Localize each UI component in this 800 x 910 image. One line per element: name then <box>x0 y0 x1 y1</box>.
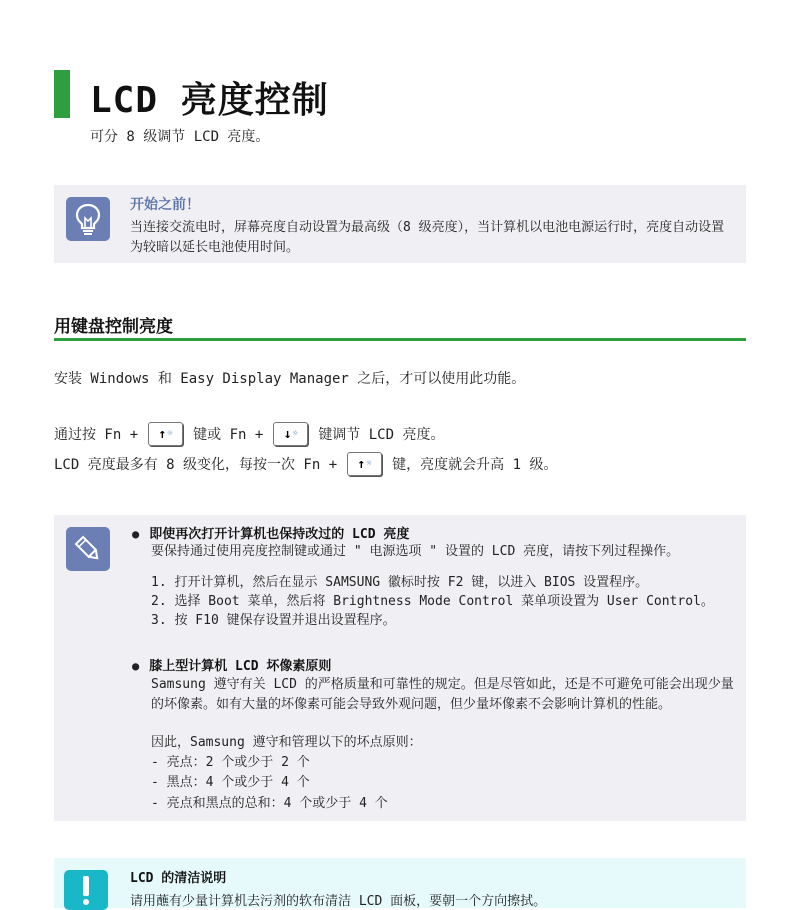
note-step: 3. 按 F10 键保存设置并退出设置程序。 <box>151 613 396 628</box>
sun-icon: ☼ <box>292 429 298 439</box>
instruction-text-1: 通过按 Fn + <box>54 427 139 443</box>
brightness-levels-line <box>54 451 557 477</box>
exclamation-icon <box>64 870 108 910</box>
before-you-start-text: 当连接交流电时，屏幕亮度自动设置为最高级（8 级亮度），当计算机以电池电源运行时，亮度自动设置为较暗以延长电池使用时间。 <box>130 220 725 255</box>
keyboard-instruction-line <box>54 420 444 448</box>
lightbulb-icon <box>66 197 110 241</box>
instruction-text-3: 键调节 LCD 亮度。 <box>318 427 445 443</box>
pencil-icon <box>66 527 110 571</box>
cleaning-text: 请用蘸有少量计算机去污剂的软布清洁 LCD 面板，要朝一个方向擦拭。 <box>130 894 547 909</box>
note-heading: 膝上型计算机 LCD 坏像素原则 <box>149 659 332 674</box>
note-item-2-heading <box>132 655 331 674</box>
before-you-start-box <box>54 185 746 263</box>
brightness-up-key-icon <box>347 452 382 476</box>
down-arrow-icon: ↓ <box>283 426 292 442</box>
cleaning-title: LCD 的清洁说明 <box>130 871 227 886</box>
up-arrow-icon: ↑ <box>158 426 167 442</box>
sun-icon: ☼ <box>366 459 372 469</box>
title-accent-bar <box>54 70 70 118</box>
note-item-1-heading <box>132 523 409 542</box>
note-item-2-text: Samsung 遵守有关 LCD 的严格质量和可靠性的规定。但是尽管如此，还是不可避免可能会出现少量的坏像素。如有大量的坏像素可能会导致外观问题，但少量坏像素不会影响计算机的性能。 <box>151 677 734 712</box>
page-subtitle: 可分 8 级调节 LCD 亮度。 <box>90 129 270 145</box>
instruction-text-2: 键或 Fn + <box>193 427 264 443</box>
note-step: 2. 选择 Boot 菜单，然后将 Brightness Mode Control 菜单项设置为 User Control。 <box>151 594 714 609</box>
section-intro: 安装 Windows 和 Easy Display Manager 之后，才可以使用此功能。 <box>54 371 526 387</box>
cleaning-instructions-box <box>54 858 746 908</box>
brightness-down-key-icon <box>273 422 308 446</box>
pixel-rule: - 亮点和黑点的总和：4 个或少于 4 个 <box>151 796 388 811</box>
page-title: LCD 亮度控制 <box>90 80 329 121</box>
note-step: 1. 打开计算机，然后在显示 SAMSUNG 徽标时按 F2 键，以进入 BIOS 设置程序。 <box>151 575 649 590</box>
pixel-rule: - 亮点：2 个或少于 2 个 <box>151 755 310 770</box>
section-divider <box>54 338 746 341</box>
levels-text-2: 键，亮度就会升高 1 级。 <box>392 457 558 473</box>
bullet: ● <box>132 527 140 541</box>
bullet: ● <box>132 659 140 673</box>
note-item-1-text: 要保持通过使用亮度控制键或通过 " 电源选项 " 设置的 LCD 亮度，请按下列过程操作。 <box>151 544 680 559</box>
sun-icon: ☼ <box>167 429 173 439</box>
note-heading: 即使再次打开计算机也保持改过的 LCD 亮度 <box>149 527 410 542</box>
note-item-2-text2: 因此，Samsung 遵守和管理以下的坏点原则： <box>151 735 422 750</box>
brightness-up-key-icon <box>148 422 183 446</box>
levels-text-1: LCD 亮度最多有 8 级变化，每按一次 Fn + <box>54 457 338 473</box>
section-title: 用键盘控制亮度 <box>54 317 173 337</box>
up-arrow-icon: ↑ <box>357 456 366 472</box>
before-you-start-title: 开始之前！ <box>130 197 200 213</box>
pixel-rule: - 黑点：4 个或少于 4 个 <box>151 775 310 790</box>
notes-box <box>54 515 746 821</box>
